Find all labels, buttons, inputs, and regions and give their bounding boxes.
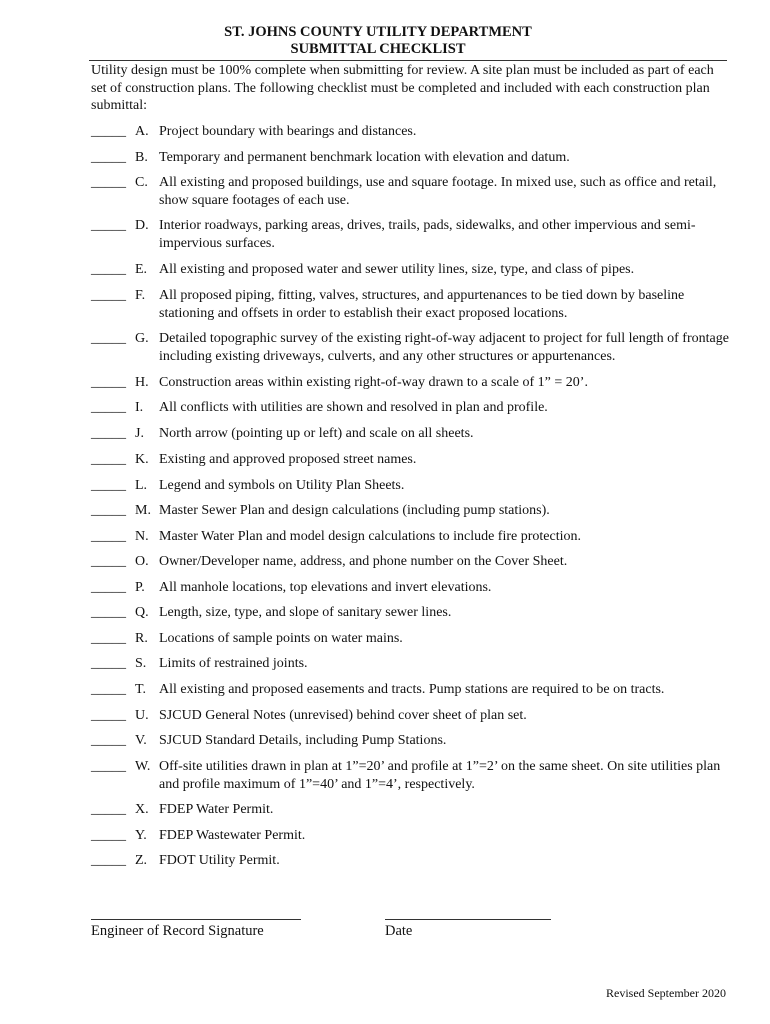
checkbox-blank-line[interactable]: _____ (91, 218, 126, 233)
checkbox-blank-line[interactable]: _____ (91, 759, 126, 774)
item-text: Legend and symbols on Utility Plan Sheets. (159, 478, 405, 493)
item-letter: R. (135, 631, 148, 646)
item-letter: G. (135, 331, 149, 346)
checkbox-blank-line[interactable]: _____ (91, 150, 126, 165)
item-text: Construction areas within existing right-of-way drawn to a scale of 1” = 20’. (159, 375, 588, 390)
item-letter: A. (135, 124, 149, 139)
checkbox-blank-line[interactable]: _____ (91, 262, 126, 277)
item-letter: C. (135, 175, 148, 190)
item-text: SJCUD General Notes (unrevised) behind cover sheet of plan set. (159, 708, 527, 723)
item-letter: V. (135, 733, 147, 748)
checkbox-blank-line[interactable]: _____ (91, 605, 126, 620)
checkbox-blank-line[interactable]: _____ (91, 580, 126, 595)
page-subtitle: SUBMITTAL CHECKLIST (290, 41, 466, 57)
item-text: All manhole locations, top elevations and invert elevations. (159, 580, 492, 595)
revision-note: Revised September 2020 (606, 986, 726, 1000)
item-letter: Y. (135, 828, 147, 843)
checkbox-blank-line[interactable]: _____ (91, 853, 126, 868)
checkbox-blank-line[interactable]: _____ (91, 331, 126, 346)
checkbox-blank-line[interactable]: _____ (91, 375, 126, 390)
item-text: Existing and approved proposed street names. (159, 452, 417, 467)
item-letter: T. (135, 682, 147, 697)
checkbox-blank-line[interactable]: _____ (91, 175, 126, 190)
item-text: Locations of sample points on water mains. (159, 631, 403, 646)
item-letter: E. (135, 262, 148, 277)
engineer-signature-label: Engineer of Record Signature (91, 923, 264, 939)
item-letter: I. (135, 400, 144, 415)
item-letter: N. (135, 529, 149, 544)
item-letter: P. (135, 580, 145, 595)
item-letter: M. (135, 503, 151, 518)
item-letter: Q. (135, 605, 149, 620)
item-letter: Z. (135, 853, 148, 868)
item-text: All existing and proposed buildings, use and square footage. In mixed use, such as office and retail, show square footages of each use. (159, 175, 717, 208)
checkbox-blank-line[interactable]: _____ (91, 631, 126, 646)
checkbox-blank-line[interactable]: _____ (91, 529, 126, 544)
item-text: FDEP Water Permit. (159, 802, 274, 817)
signature-line[interactable] (91, 919, 301, 920)
checkbox-blank-line[interactable]: _____ (91, 682, 126, 697)
item-text: Owner/Developer name, address, and phone number on the Cover Sheet. (159, 554, 568, 569)
item-letter: B. (135, 150, 148, 165)
item-letter: X. (135, 802, 149, 817)
item-text: SJCUD Standard Details, including Pump Stations. (159, 733, 447, 748)
checkbox-blank-line[interactable]: _____ (91, 426, 126, 441)
item-text: Master Water Plan and model design calculations to include fire protection. (159, 529, 581, 544)
item-text: All existing and proposed easements and tracts. Pump stations are required to be on tracts. (159, 682, 665, 697)
item-letter: F. (135, 288, 146, 303)
checkbox-blank-line[interactable]: _____ (91, 708, 126, 723)
item-letter: S. (135, 656, 147, 671)
intro-paragraph: Utility design must be 100% complete when submitting for review. A site plan must be included as part of each set of construction plans. The following checklist must be completed and included with each construction plan submittal: (91, 63, 714, 113)
title-divider (89, 60, 727, 61)
item-text: Temporary and permanent benchmark location with elevation and datum. (159, 150, 570, 165)
item-text: FDOT Utility Permit. (159, 853, 280, 868)
item-text: Interior roadways, parking areas, drives, trails, pads, sidewalks, and other impervious and semi-impervious surfaces. (159, 218, 696, 251)
item-text: Project boundary with bearings and distances. (159, 124, 417, 139)
item-letter: J. (135, 426, 144, 441)
checkbox-blank-line[interactable]: _____ (91, 554, 126, 569)
item-text: All proposed piping, fitting, valves, structures, and appurtenances to be tied down by baseline stationing and offsets in order to establish their exact proposed locations. (159, 288, 685, 321)
item-text: Off-site utilities drawn in plan at 1”=20’ and profile at 1”=2’ on the same sheet. On site utilities plan and profile maximum of 1”=40’ and 1”=4’, respectively. (159, 759, 721, 792)
item-letter: O. (135, 554, 149, 569)
item-letter: W. (135, 759, 151, 774)
checkbox-blank-line[interactable]: _____ (91, 733, 126, 748)
item-text: Detailed topographic survey of the existing right-of-way adjacent to project for full length of frontage including existing driveways, culverts, and any other structures or appurtenances. (159, 331, 729, 364)
page-title: ST. JOHNS COUNTY UTILITY DEPARTMENT (224, 24, 532, 40)
item-letter: K. (135, 452, 149, 467)
item-text: Master Sewer Plan and design calculations (including pump stations). (159, 503, 550, 518)
item-text: Limits of restrained joints. (159, 656, 308, 671)
checkbox-blank-line[interactable]: _____ (91, 503, 126, 518)
item-text: All conflicts with utilities are shown and resolved in plan and profile. (159, 400, 548, 415)
item-text: Length, size, type, and slope of sanitary sewer lines. (159, 605, 452, 620)
checkbox-blank-line[interactable]: _____ (91, 828, 126, 843)
checkbox-blank-line[interactable]: _____ (91, 124, 126, 139)
checkbox-blank-line[interactable]: _____ (91, 656, 126, 671)
checkbox-blank-line[interactable]: _____ (91, 288, 126, 303)
item-text: North arrow (pointing up or left) and scale on all sheets. (159, 426, 474, 441)
checkbox-blank-line[interactable]: _____ (91, 452, 126, 467)
item-letter: L. (135, 478, 148, 493)
checkbox-blank-line[interactable]: _____ (91, 478, 126, 493)
item-text: All existing and proposed water and sewer utility lines, size, type, and class of pipes. (159, 262, 635, 277)
item-text: FDEP Wastewater Permit. (159, 828, 306, 843)
date-line[interactable] (385, 919, 551, 920)
checkbox-blank-line[interactable]: _____ (91, 802, 126, 817)
item-letter: D. (135, 218, 149, 233)
item-letter: U. (135, 708, 149, 723)
item-letter: H. (135, 375, 149, 390)
date-label: Date (385, 923, 413, 939)
checkbox-blank-line[interactable]: _____ (91, 400, 126, 415)
